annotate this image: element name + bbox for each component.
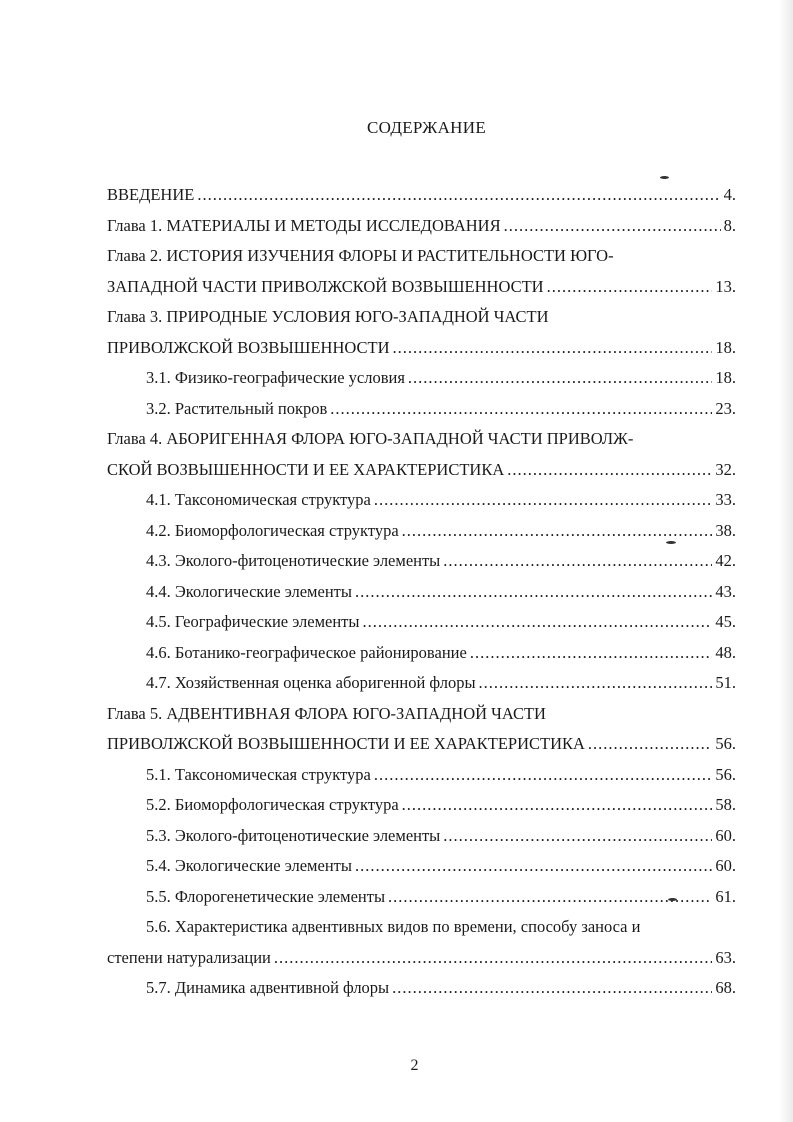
toc-entry: 4.5. Географические элементы ..... 45. [107,607,736,638]
dot-leader [470,638,713,669]
dot-leader [443,546,712,577]
toc-entry: 5.1. Таксономическая структура ..... 56. [107,760,736,791]
dot-leader [374,485,712,516]
toc-entry: Глава 4. АБОРИГЕННАЯ ФЛОРА ЮГО-ЗАПАДНОЙ ЧАСТИ ПРИВОЛЖ- [107,429,634,448]
toc-entry: 5.3. Эколого-фитоценотические элементы ..... 60. [107,821,736,852]
table-of-contents [107,180,736,1004]
dot-leader [374,760,712,791]
toc-entry: СКОЙ ВОЗВЫШЕННОСТИ И ЕЕ ХАРАКТЕРИСТИКА ..... 32. [107,455,736,486]
toc-entry: ЗАПАДНОЙ ЧАСТИ ПРИВОЛЖСКОЙ ВОЗВЫШЕННОСТИ ..... 13. [107,272,736,303]
dot-leader [355,577,712,608]
toc-entry: Глава 1. МАТЕРИАЛЫ И МЕТОДЫ ИССЛЕДОВАНИЯ ..... 8. [107,211,736,242]
page-number: 2 [410,1057,419,1074]
scan-speck [668,898,677,901]
toc-entry: Глава 3. ПРИРОДНЫЕ УСЛОВИЯ ЮГО-ЗАПАДНОЙ ЧАСТИ [107,307,549,326]
dot-leader [274,943,712,974]
toc-entry: 4.7. Хозяйственная оценка аборигенной флоры ..... 51. [107,668,736,699]
toc-entry: степени натурализации ..... 63. [107,943,736,974]
toc-entry: 4.4. Экологические элементы ..... 43. [107,577,736,608]
dot-leader [588,729,712,760]
dot-leader [392,973,712,1004]
scan-edge-shadow [779,0,793,1122]
dot-leader [504,211,721,242]
dot-leader [547,272,713,303]
toc-entry: Глава 2. ИСТОРИЯ ИЗУЧЕНИЯ ФЛОРЫ И РАСТИТЕЛЬНОСТИ ЮГО- [107,246,614,265]
toc-entry: 4.2. Биоморфологическая структура ..... 38. [107,516,736,547]
dot-leader [355,851,712,882]
dot-leader [443,821,712,852]
dot-leader [330,394,712,425]
toc-entry: 4.3. Эколого-фитоценотические элементы ..... 42. [107,546,736,577]
toc-entry: 3.2. Растительный покров ..... 23. [107,394,736,425]
dot-leader [392,333,712,364]
dot-leader [408,363,712,394]
page-title: СОДЕРЖАНИЕ [366,118,487,137]
dot-leader [402,790,713,821]
scan-speck [660,176,669,179]
toc-entry: 5.6. Характеристика адвентивных видов по времени, способу заноса и [146,917,641,936]
toc-entry: ПРИВОЛЖСКОЙ ВОЗВЫШЕННОСТИ ..... 18. [107,333,736,364]
toc-entry: ВВЕДЕНИЕ ..... 4. [107,180,736,211]
toc-entry: 5.5. Флорогенетические элементы ..... 61. [107,882,736,913]
toc-entry: 5.2. Биоморфологическая структура ..... 58. [107,790,736,821]
toc-entry: ПРИВОЛЖСКОЙ ВОЗВЫШЕННОСТИ И ЕЕ ХАРАКТЕРИСТИКА ..... 56. [107,729,736,760]
dot-leader [507,455,712,486]
toc-entry: 5.7. Динамика адвентивной флоры ..... 68. [107,973,736,1004]
dot-leader [197,180,720,211]
dot-leader [479,668,713,699]
toc-entry: 3.1. Физико-географические условия ..... 18. [107,363,736,394]
toc-entry: 4.1. Таксономическая структура ..... 33. [107,485,736,516]
scan-speck [666,541,676,544]
toc-entry: Глава 5. АДВЕНТИВНАЯ ФЛОРА ЮГО-ЗАПАДНОЙ ЧАСТИ [107,703,546,723]
toc-entry: 5.4. Экологические элементы ..... 60. [107,851,736,882]
dot-leader [388,882,712,913]
toc-entry: 4.6. Ботанико-географическое районирование ..... 48. [107,638,736,669]
dot-leader [362,607,712,638]
